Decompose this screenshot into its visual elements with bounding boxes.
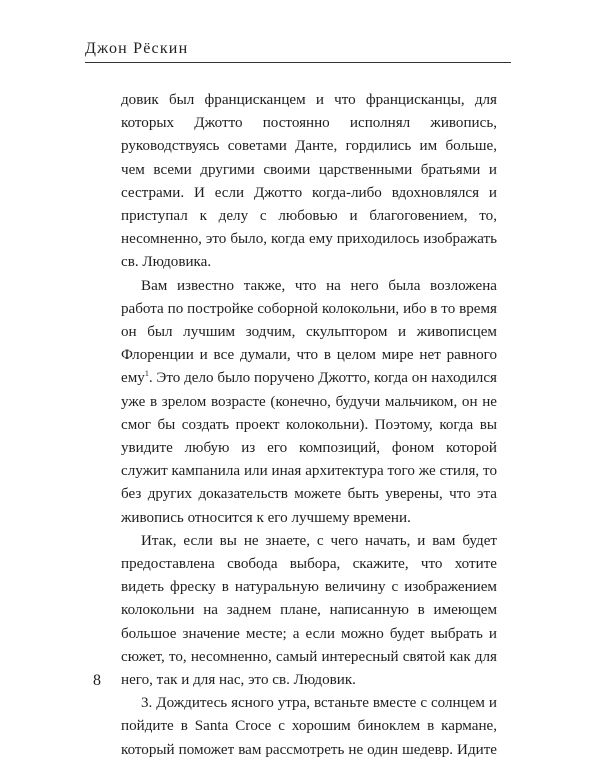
paragraph-1: довик был францисканцем и что францисканцы, для которых Джотто постоянно исполнял живопись, руководствуясь советами Данте, гордились им больше, чем всеми другими своими царственными братьями и сестрами. И если Джотто когда-либо вдохновлялся и приступал к делу с любовью и благоговением, то, несомненно, это было, когда ему приходилось изображать св. Людовика. bbox=[121, 92, 497, 271]
footnote-mark: 1 bbox=[144, 369, 149, 379]
page-number: 8 bbox=[93, 672, 101, 689]
body-text bbox=[121, 89, 497, 762]
paragraph-4: 3. Дождитесь ясного утра, встаньте вместе с солнцем и пойдите в Santa Croce с хорошим биноклем в кармане, который поможет вам рассмотреть не один шедевр. Идите bbox=[121, 695, 497, 758]
header-rule bbox=[85, 62, 511, 63]
paragraph-3: Итак, если вы не знаете, с чего начать, и вам будет предоставлена свобода выбора, скажите, что хотите видеть фреску в натуральную величину с изображением колокольни на заднем плане, написанную в имеющем большое значение месте; а если можно будет выбрать и сюжет, то, несомненно, самый интересный святой как для него, так и для нас, это св. Людовик. bbox=[121, 532, 497, 689]
paragraph-2-text-a: Вам известно также, что на него была возложена работа по постройке соборной колокольни, ибо в то время он был лучшим зодчим, скульптором и живописцем Флоренции и все думали, что в целом мире нет равного ему bbox=[121, 277, 497, 387]
paragraph-2-text-b: . Это дело было поручено Джотто, когда он находился уже в зрелом возрасте (конечно, будучи мальчиком, он не смог бы создать проект колокольни). Поэтому, когда вы увидите любую из его композиций, фоном которой служит кампанила или иная архитектура того же стиля, то без других доказательств можете быть уверены, что эта живопись относится к его лучшему времени. bbox=[121, 370, 497, 526]
running-head: Джон Рёскин bbox=[85, 40, 189, 57]
paragraph-2 bbox=[121, 275, 497, 530]
